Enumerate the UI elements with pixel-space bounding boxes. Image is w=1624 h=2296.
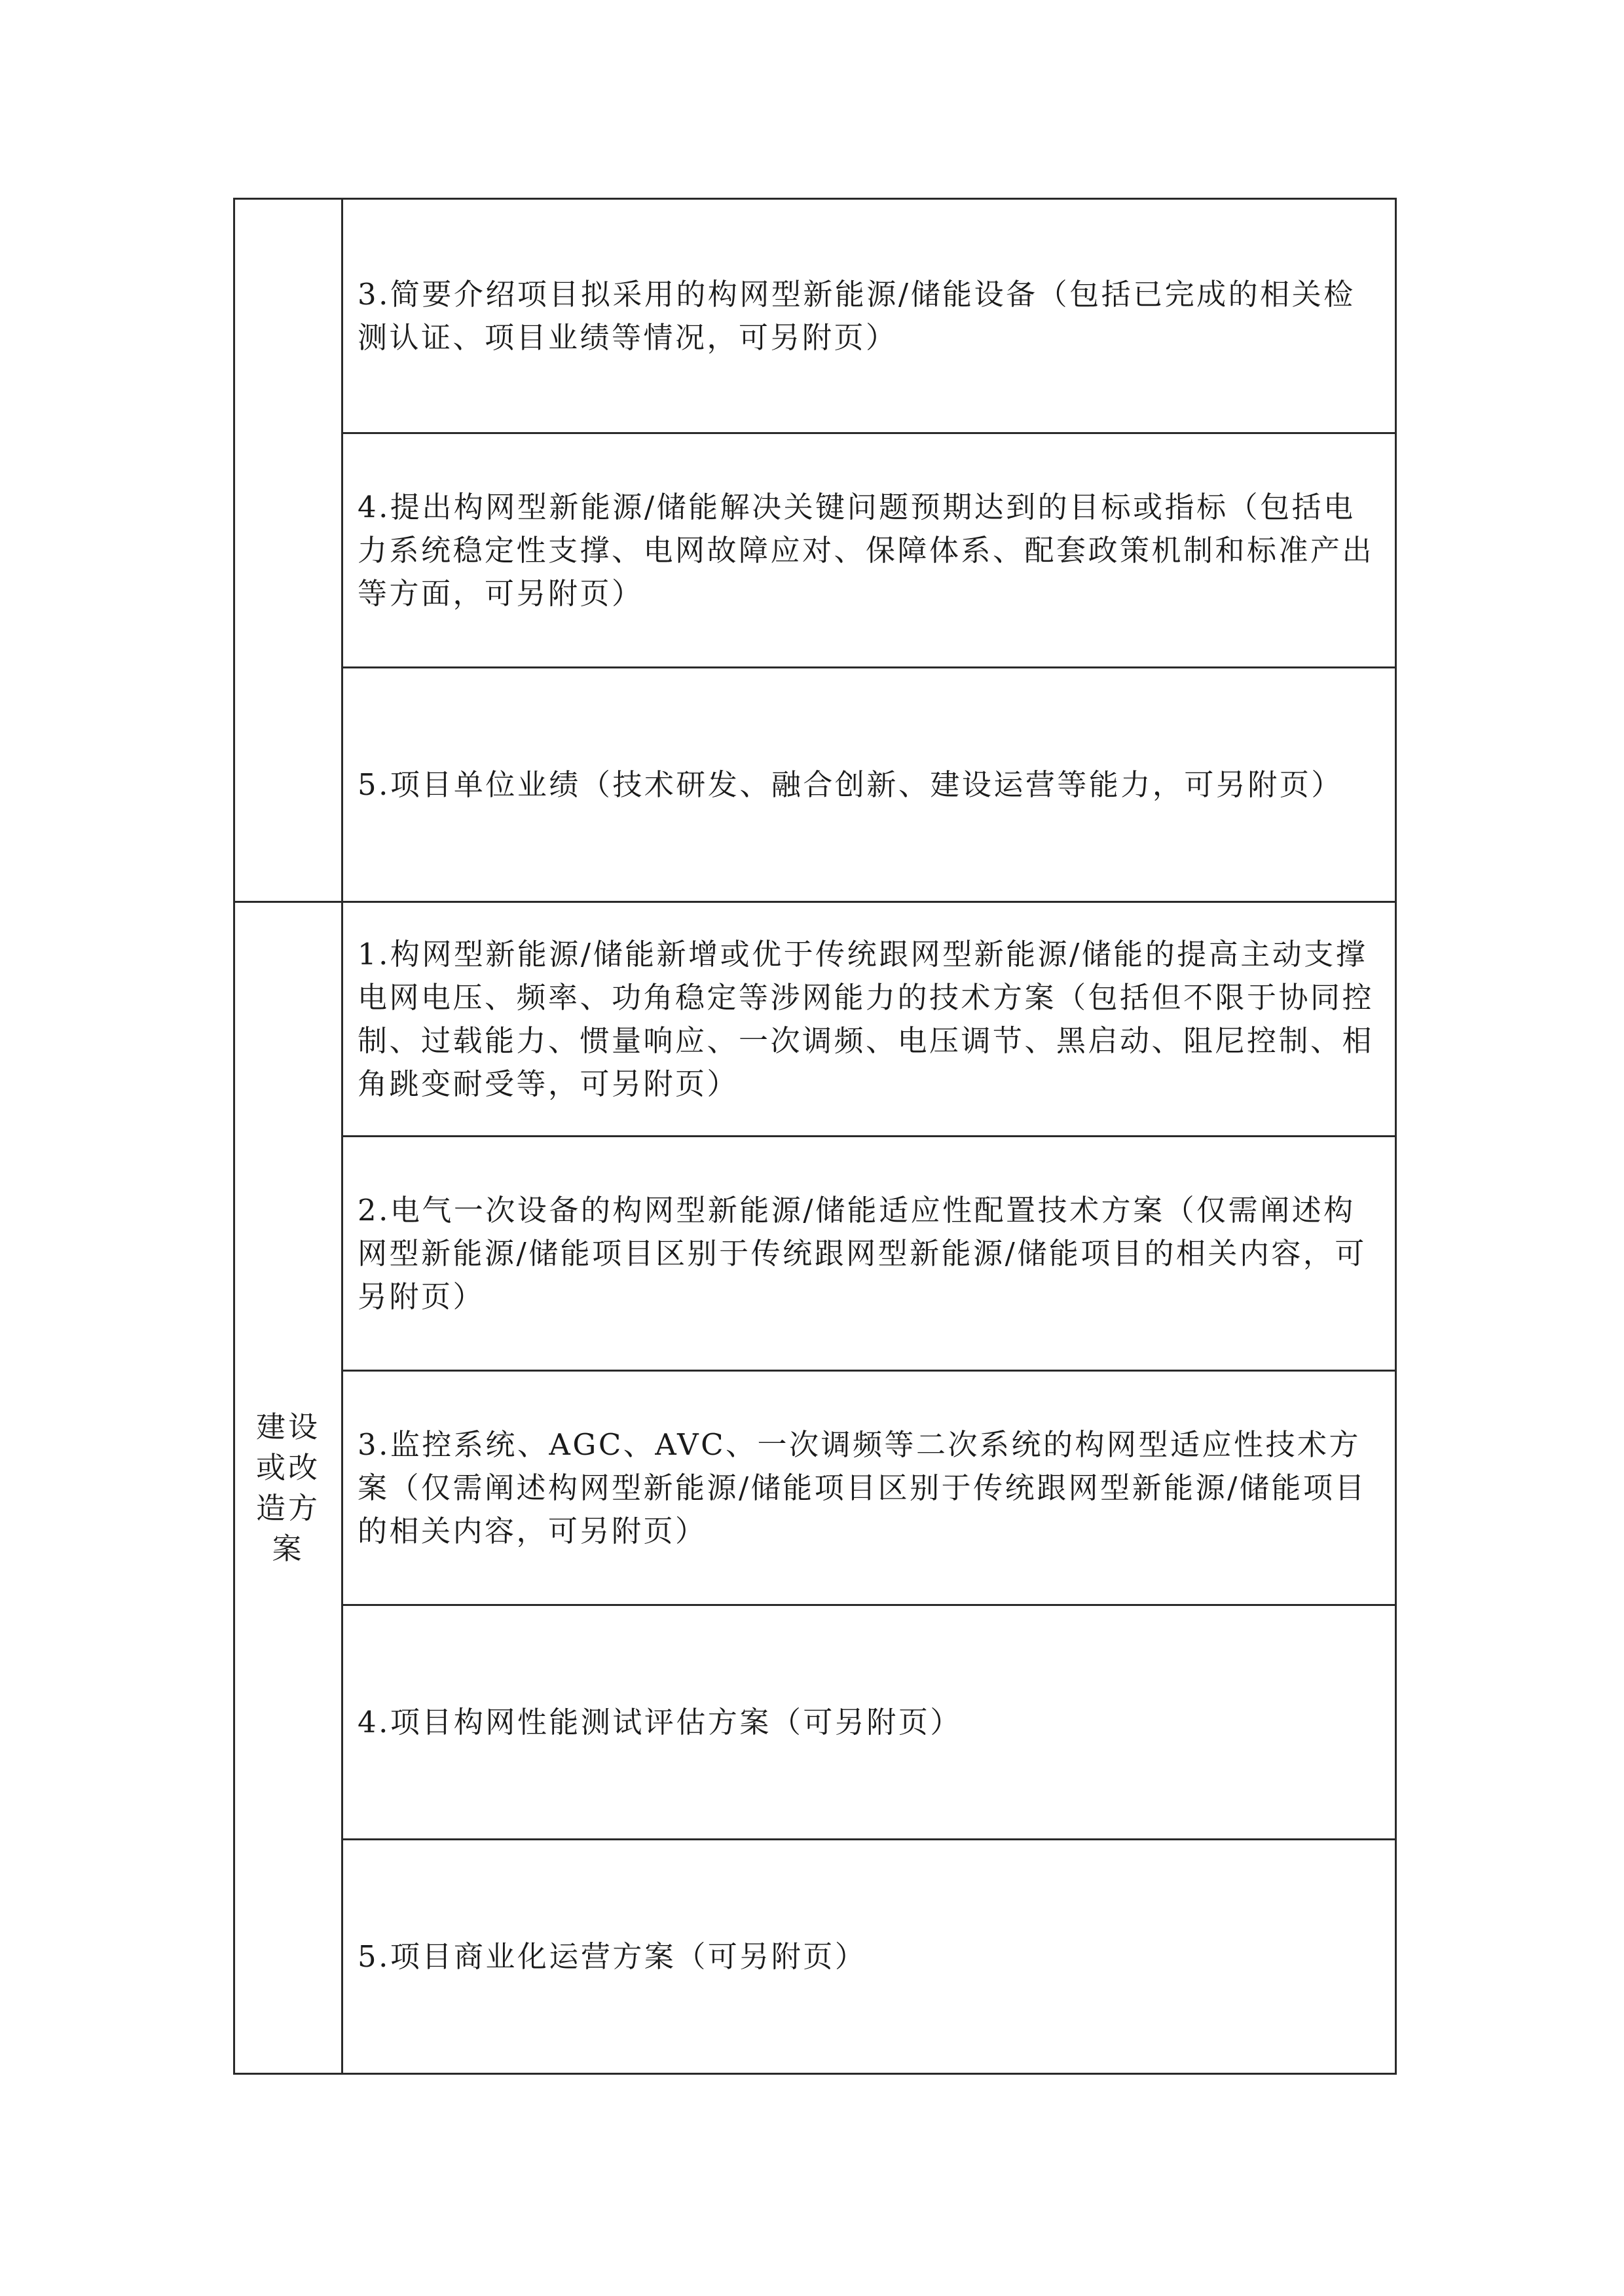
form-item-text: 5.项目商业化运营方案（可另附页） [358,1939,867,1974]
form-item-cell[interactable] [342,1840,1396,2074]
form-item-text: 2.电气一次设备的构网型新能源/储能适应性配置技术方案（仅需阐述构网型新能源/储能项目区别于传统跟网型新能源/储能项目的相关内容，可另附页） [358,1192,1367,1314]
table-row [234,1840,1396,2074]
section-label: 建设或改造方案 [255,1409,320,1566]
table-row [234,668,1396,902]
form-item-text: 1.构网型新能源/储能新增或优于传统跟网型新能源/储能的提高主动支撑电网电压、频率、功角稳定等涉网能力的技术方案（包括但不限于协同控制、过载能力、惯量响应、一次调频、电压调节、黑启动、阻尼控制、相角跳变耐受等，可另附页） [358,936,1375,1101]
form-item-text: 3.监控系统、AGC、AVC、一次调频等二次系统的构网型适应性技术方案（仅需阐述构网型新能源/储能项目区别于传统跟网型新能源/储能项目的相关内容，可另附页） [358,1427,1367,1548]
form-item-cell[interactable] [342,1137,1396,1371]
form-item-cell[interactable] [342,1605,1396,1840]
table-row [234,902,1396,1137]
form-item-cell[interactable] [342,1371,1396,1605]
form-item-cell[interactable] [342,668,1396,902]
form-item-cell[interactable] [342,199,1396,433]
form-item-text: 4.提出构网型新能源/储能解决关键问题预期达到的目标或指标（包括电力系统稳定性支撑、电网故障应对、保障体系、配套政策机制和标准产出等方面，可另附页） [358,489,1375,611]
table-row [234,1137,1396,1371]
table-row [234,1371,1396,1605]
table-row [234,1605,1396,1840]
application-form-table [233,198,1397,2075]
form-item-text: 4.项目构网性能测试评估方案（可另附页） [358,1704,962,1740]
section-label-cell [234,199,342,902]
table-row [234,199,1396,433]
form-item-text: 3.简要介绍项目拟采用的构网型新能源/储能设备（包括已完成的相关检测认证、项目业绩等情况，可另附页） [358,276,1356,355]
section-label-cell [234,902,342,2074]
form-item-cell[interactable] [342,902,1396,1137]
form-item-cell[interactable] [342,433,1396,668]
form-item-text: 5.项目单位业绩（技术研发、融合创新、建设运营等能力，可另附页） [358,767,1343,802]
table-row [234,433,1396,668]
